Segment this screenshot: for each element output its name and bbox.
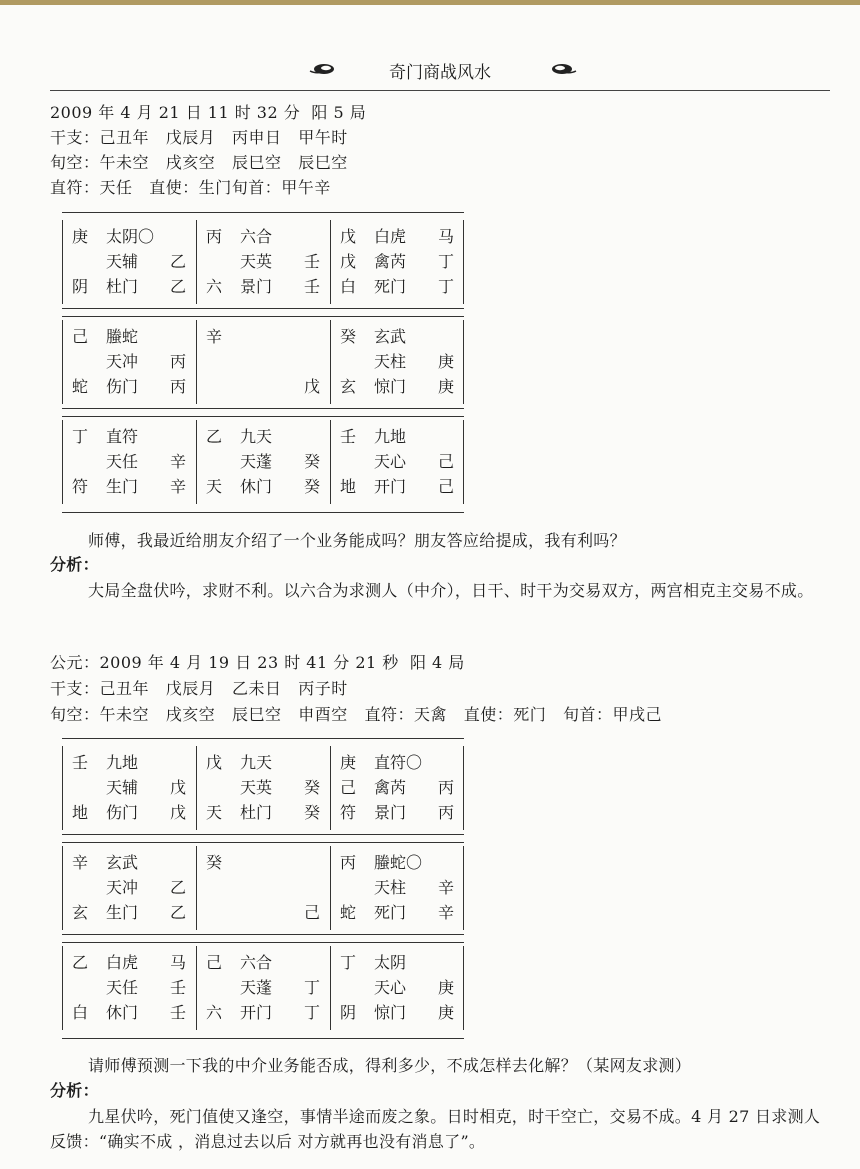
grid-line (463, 846, 464, 930)
palace-stem-top: 戊 (340, 227, 357, 246)
grid-line (62, 512, 464, 513)
palace-door: 惊门 (374, 377, 407, 396)
palace-stem-top: 壬 (340, 427, 357, 446)
page-title: 奇门商战风水 (389, 63, 491, 83)
palace-star: 天英 (240, 252, 273, 271)
palace-stem-star: 乙 (169, 252, 186, 271)
case2-analysis-label: 分析： (50, 1081, 99, 1100)
palace-deity-short: 符 (72, 477, 89, 496)
case1-analysis: 大局全盘伏吟，求财不利。以六合为求测人（中介），日干、时干为交易双方，两宫相克主交易不成。 (88, 581, 814, 600)
palace-cell (62, 746, 196, 830)
palace-stem-star: 辛 (169, 452, 186, 471)
palace-deity-short: 地 (340, 477, 357, 496)
case1-ganzhi-line: 干支：己丑年 戊辰月 丙申日 甲午时 (50, 128, 348, 147)
palace-star: 天冲 (106, 352, 139, 371)
palace-door: 休门 (240, 477, 273, 496)
palace-stem-door: 丁 (437, 277, 454, 296)
palace-deity-short: 玄 (72, 903, 89, 922)
palace-stem-top: 庚 (340, 753, 357, 772)
grid-line (62, 842, 464, 843)
palace-door: 生门 (106, 477, 139, 496)
palace-star: 天辅 (106, 778, 139, 797)
palace-stem-door: 辛 (437, 903, 454, 922)
palace-cell (330, 946, 464, 1030)
grid-line (62, 746, 63, 830)
palace-deity-short: 阴 (340, 1003, 357, 1022)
palace-cell (330, 220, 464, 304)
palace-cell (196, 420, 330, 504)
grid-line (62, 420, 63, 504)
grid-line (62, 946, 63, 1030)
palace-cell (196, 946, 330, 1030)
grid-line (62, 408, 464, 409)
grid-line (62, 1038, 464, 1039)
page-header (50, 56, 830, 91)
grid-line (330, 846, 331, 930)
palace-stem-door: 壬 (169, 1003, 186, 1022)
palace-stem-door: 癸 (303, 477, 320, 496)
palace-star: 天英 (240, 778, 273, 797)
grid-line (330, 746, 331, 830)
palace-star: 天心 (374, 978, 407, 997)
palace-deity: 六合 (240, 227, 273, 246)
grid-line (330, 220, 331, 304)
palace-door: 伤门 (106, 803, 139, 822)
grid-line (196, 320, 197, 404)
grid-line (330, 420, 331, 504)
palace-deity-short: 白 (340, 277, 357, 296)
palace-stem-door: 己 (437, 477, 454, 496)
palace-deity-short: 天 (206, 803, 223, 822)
palace-cell (330, 320, 464, 404)
case1-xunkong-line: 旬空：午未空 戌亥空 辰巳空 辰巳空 (50, 153, 348, 172)
palace-cell (62, 220, 196, 304)
palace-cell (62, 320, 196, 404)
palace-deity-short: 天 (206, 477, 223, 496)
palace-door: 景门 (240, 277, 273, 296)
palace-cell (330, 746, 464, 830)
palace-stem-top: 乙 (206, 427, 223, 446)
case1-date-line: 2009 年 4 月 21 日 11 时 32 分 阳 5 局 (50, 103, 367, 122)
palace-mark-top: 马 (169, 953, 186, 972)
case2-question: 请师傅预测一下我的中介业务能否成，得利多少，不成怎样去化解？（某网友求测） (88, 1056, 692, 1075)
palace-deity: 螣蛇 (106, 327, 139, 346)
palace-deity: 螣蛇〇 (374, 853, 423, 872)
grid-line (330, 320, 331, 404)
palace-door: 开门 (374, 477, 407, 496)
palace-stem-door: 丙 (169, 377, 186, 396)
palace-stem-star: 癸 (303, 778, 320, 797)
palace-cell (196, 846, 330, 930)
palace-deity: 太阴〇 (106, 227, 155, 246)
case1-qimen-chart (62, 212, 464, 512)
palace-deity: 直符 (106, 427, 139, 446)
palace-stem-star: 丙 (437, 778, 454, 797)
palace-deity: 白虎 (374, 227, 407, 246)
palace-stem-star: 庚 (437, 978, 454, 997)
palace-stem-door: 乙 (169, 277, 186, 296)
palace-stem-star: 壬 (169, 978, 186, 997)
palace-stem-door: 戊 (303, 377, 320, 396)
palace-stem-door: 乙 (169, 903, 186, 922)
case2-ganzhi-line: 干支：己丑年 戊辰月 乙未日 丙子时 (50, 679, 348, 698)
palace-star: 天柱 (374, 878, 407, 897)
palace-stem-top: 丁 (340, 953, 357, 972)
grid-line (196, 220, 197, 304)
grid-line (196, 746, 197, 830)
palace-star: 天心 (374, 452, 407, 471)
palace-deity-short: 阴 (72, 277, 89, 296)
palace-deity: 玄武 (374, 327, 407, 346)
palace-deity-short: 符 (340, 803, 357, 822)
palace-door: 杜门 (106, 277, 139, 296)
palace-stem-star: 乙 (169, 878, 186, 897)
palace-door: 伤门 (106, 377, 139, 396)
palace-cell (62, 946, 196, 1030)
palace-stem-door: 壬 (303, 277, 320, 296)
palace-deity-short: 六 (206, 1003, 223, 1022)
grid-line (62, 416, 464, 417)
palace-stem-star: 丙 (169, 352, 186, 371)
palace-stem-door: 丁 (303, 1003, 320, 1022)
palace-cell (196, 746, 330, 830)
grid-line (62, 220, 63, 304)
grid-line (196, 946, 197, 1030)
grid-line (330, 946, 331, 1030)
palace-stem-top: 己 (206, 953, 223, 972)
case2-analysis: 九星伏吟，死门值使又逢空，事情半途而废之象。日时相克，时干空亡，交易不成。4 月 27 日求测人反馈：“确实不成 ，消息过去以后 对方就再也没有消息了”。 (50, 1107, 821, 1151)
palace-deity-short: 玄 (340, 377, 357, 396)
palace-deity: 直符〇 (374, 753, 423, 772)
grid-line (62, 834, 464, 835)
palace-stem-door: 己 (303, 903, 320, 922)
palace-door: 死门 (374, 277, 407, 296)
grid-line (62, 320, 63, 404)
palace-stem-door: 癸 (303, 803, 320, 822)
palace-stem-door: 辛 (169, 477, 186, 496)
palace-stem-top: 壬 (72, 753, 89, 772)
palace-stem-star: 戊 (169, 778, 186, 797)
palace-star: 禽芮 (374, 778, 407, 797)
grid-line (463, 746, 464, 830)
grid-line (196, 420, 197, 504)
palace-deity-short: 白 (72, 1003, 89, 1022)
palace-stem-mid: 己 (340, 778, 357, 797)
palace-door: 杜门 (240, 803, 273, 822)
palace-stem-top: 乙 (72, 953, 89, 972)
case1-question: 师傅，我最近给朋友介绍了一个业务能成吗？朋友答应给提成，我有利吗？ (88, 531, 626, 550)
palace-stem-top: 辛 (72, 853, 89, 872)
palace-cell (330, 420, 464, 504)
palace-stem-star: 辛 (437, 878, 454, 897)
palace-stem-star: 己 (437, 452, 454, 471)
palace-stem-top: 己 (72, 327, 89, 346)
grid-line (62, 316, 464, 317)
palace-star: 天任 (106, 452, 139, 471)
palace-stem-top: 庚 (72, 227, 89, 246)
top-border (0, 0, 860, 5)
palace-deity: 白虎 (106, 953, 139, 972)
palace-deity: 九地 (374, 427, 407, 446)
palace-door: 休门 (106, 1003, 139, 1022)
palace-star: 天辅 (106, 252, 139, 271)
case1-analysis-label: 分析： (50, 555, 99, 574)
palace-stem-door: 庚 (437, 1003, 454, 1022)
palace-stem-top: 癸 (340, 327, 357, 346)
palace-deity-short: 蛇 (340, 903, 357, 922)
palace-deity: 六合 (240, 953, 273, 972)
palace-stem-door: 戊 (169, 803, 186, 822)
palace-star: 禽芮 (374, 252, 407, 271)
palace-deity-short: 六 (206, 277, 223, 296)
palace-stem-star: 丁 (303, 978, 320, 997)
palace-deity: 九天 (240, 753, 273, 772)
palace-deity: 九天 (240, 427, 273, 446)
palace-star: 天柱 (374, 352, 407, 371)
palace-cell (196, 220, 330, 304)
palace-door: 开门 (240, 1003, 273, 1022)
palace-stem-top: 丙 (206, 227, 223, 246)
grid-line (62, 738, 464, 739)
palace-stem-top: 辛 (206, 327, 223, 346)
palace-stem-star: 癸 (303, 452, 320, 471)
grid-line (463, 420, 464, 504)
case2-qimen-chart (62, 738, 464, 1038)
palace-stem-door: 庚 (437, 377, 454, 396)
grid-line (62, 212, 464, 213)
grid-line (62, 308, 464, 309)
palace-star: 天冲 (106, 878, 139, 897)
palace-door: 生门 (106, 903, 139, 922)
palace-star: 天蓬 (240, 978, 273, 997)
palace-cell (62, 846, 196, 930)
palace-stem-top: 丁 (72, 427, 89, 446)
palace-door: 死门 (374, 903, 407, 922)
grid-line (463, 220, 464, 304)
palace-stem-star: 丁 (437, 252, 454, 271)
palace-deity: 玄武 (106, 853, 139, 872)
palace-mark-top: 马 (437, 227, 454, 246)
grid-line (62, 934, 464, 935)
grid-line (463, 320, 464, 404)
palace-deity: 九地 (106, 753, 139, 772)
palace-deity-short: 地 (72, 803, 89, 822)
palace-stem-star: 壬 (303, 252, 320, 271)
grid-line (62, 942, 464, 943)
ornament-icon (550, 62, 578, 76)
grid-line (463, 946, 464, 1030)
palace-cell (330, 846, 464, 930)
palace-stem-top: 癸 (206, 853, 223, 872)
palace-stem-top: 戊 (206, 753, 223, 772)
palace-deity: 太阴 (374, 953, 407, 972)
case1-zhifu-line: 直符：天任 直使：生门旬首：甲午辛 (50, 178, 331, 197)
palace-deity-short: 蛇 (72, 377, 89, 396)
palace-door: 景门 (374, 803, 407, 822)
palace-stem-top: 丙 (340, 853, 357, 872)
palace-stem-door: 丙 (437, 803, 454, 822)
palace-star: 天蓬 (240, 452, 273, 471)
palace-star: 天任 (106, 978, 139, 997)
case2-date-line: 公元：2009 年 4 月 19 日 23 时 41 分 21 秒 阳 4 局 (50, 653, 465, 672)
grid-line (196, 846, 197, 930)
palace-cell (196, 320, 330, 404)
palace-door: 惊门 (374, 1003, 407, 1022)
case2-xunkong-line: 旬空：午未空 戌亥空 辰巳空 申酉空 直符：天禽 直使：死门 旬首：甲戌己 (50, 705, 663, 724)
palace-cell (62, 420, 196, 504)
grid-line (62, 846, 63, 930)
palace-stem-mid: 戊 (340, 252, 357, 271)
palace-stem-star: 庚 (437, 352, 454, 371)
